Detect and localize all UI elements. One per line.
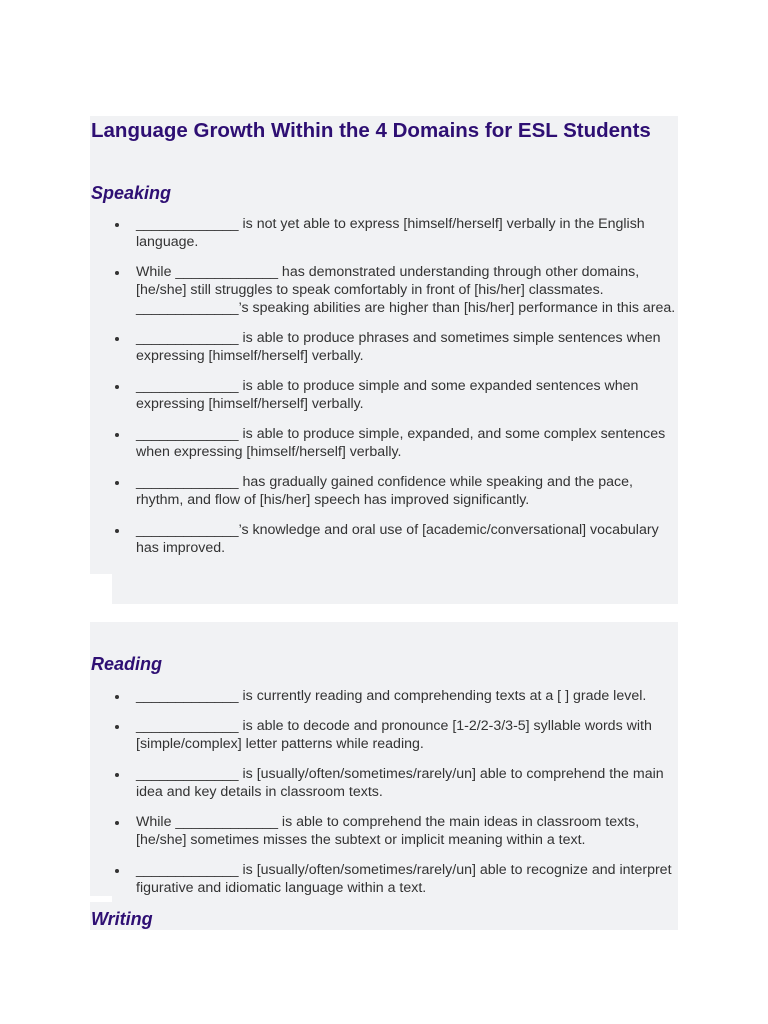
- list-item: _____________ is able to produce phrases and sometimes simple sentences when expressing [himself/herself] verbally.: [112, 329, 678, 365]
- list-item: _____________ is [usually/often/sometimes/rarely/un] able to recognize and interpret figurative and idiomatic language within a text.: [112, 861, 678, 897]
- list-item: _____________ is not yet able to express [himself/herself] verbally in the English language.: [112, 215, 678, 251]
- panel-notch: [90, 574, 112, 604]
- list-item: _____________ is able to produce simple, expanded, and some complex sentences when expressing [himself/herself] verbally.: [112, 425, 678, 461]
- panel-notch: [90, 896, 112, 902]
- list-item: _____________ is able to decode and pronounce [1-2/2-3/3-5] syllable words with [simple/complex] letter patterns while reading.: [112, 717, 678, 753]
- section-heading-speaking: Speaking: [91, 183, 172, 203]
- document-title: Language Growth Within the 4 Domains for ESL Students: [91, 119, 651, 142]
- reading-list: [112, 687, 678, 909]
- list-item: _____________ has gradually gained confidence while speaking and the pace, rhythm, and flow of [his/her] speech has improved significantly.: [112, 473, 678, 509]
- list-item: _____________ is [usually/often/sometimes/rarely/un] able to comprehend the main idea and key details in classroom texts.: [112, 765, 678, 801]
- speaking-list: [112, 215, 678, 569]
- list-item: While _____________ has demonstrated understanding through other domains, [he/she] still struggles to speak comfortably in front of [his/her] classmates. _____________’s speaking abilities are higher than [his/her] performance in this area.: [112, 263, 678, 317]
- list-item: _____________ is currently reading and comprehending texts at a [ ] grade level.: [112, 687, 678, 705]
- list-item: While _____________ is able to comprehend the main ideas in classroom texts, [he/she] sometimes misses the subtext or implicit meaning within a text.: [112, 813, 678, 849]
- list-item: _____________’s knowledge and oral use of [academic/conversational] vocabulary has improved.: [112, 521, 678, 557]
- section-heading-reading: Reading: [91, 654, 163, 674]
- list-item: _____________ is able to produce simple and some expanded sentences when expressing [himself/herself] verbally.: [112, 377, 678, 413]
- section-heading-writing: Writing: [91, 909, 153, 929]
